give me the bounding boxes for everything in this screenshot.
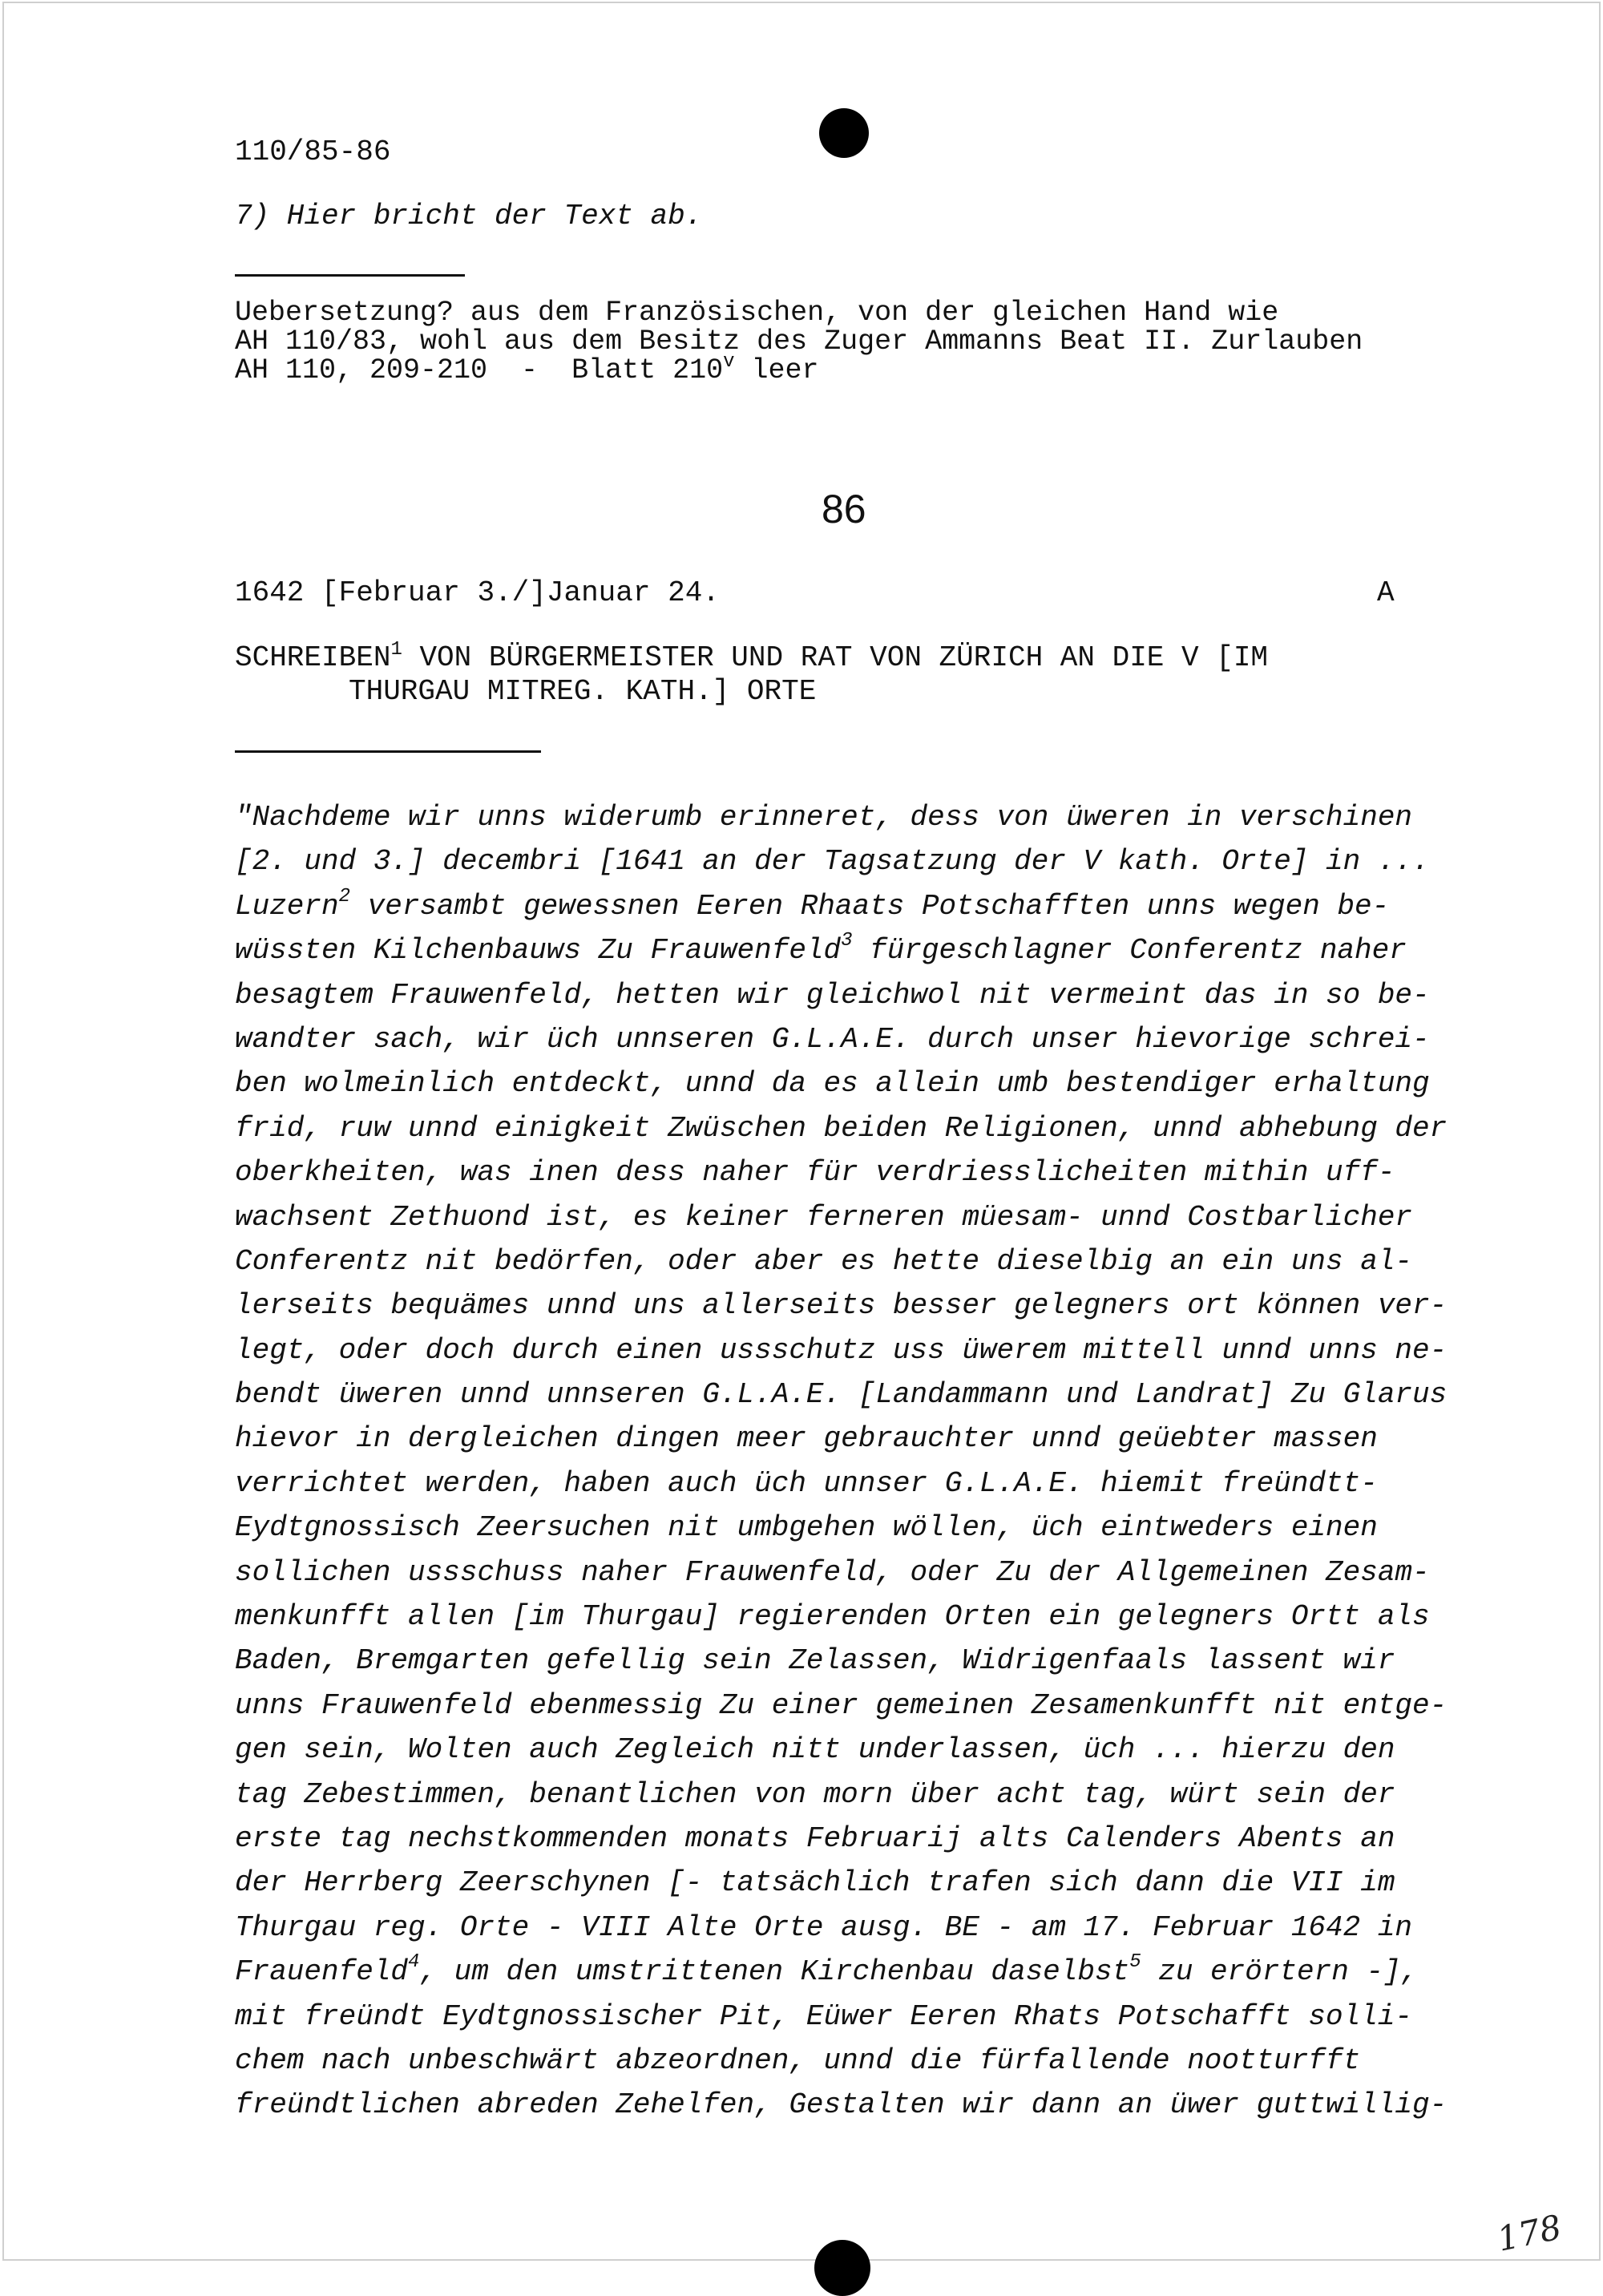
body-line [235,795,1485,839]
document-title-line-2: THURGAU MITREG. KATH.] ORTE [349,675,817,708]
footnote-separator [235,274,465,277]
body-line [235,1861,1485,1905]
letter-body [235,795,1485,2128]
body-line [235,973,1485,1017]
title-separator [235,750,541,753]
body-text-run: versambt gewessnen Eeren Rhaats Potschafften unns wegen be- [350,889,1390,923]
body-text-run: erste tag nechstkommenden monats Februarij alts Calenders Abents an [235,1821,1395,1855]
body-text-run: chem nach unbeschwärt abzeordnen, unnd die fürfallende nootturfft [235,2043,1361,2077]
body-text-run: wandter sach, wir üch unnseren G.L.A.E. durch unser hievorige schrei- [235,1022,1430,1056]
body-text-run: Thurgau reg. Orte - VIII Alte Orte ausg. BE - am 17. Februar 1642 in [235,1910,1413,1944]
body-text-run: ben wolmeinlich entdeckt, unnd da es allein umb bestendiger erhaltung [235,1067,1430,1101]
body-line [235,1372,1485,1417]
body-text-run: wachsent Zethuond ist, es keiner ferneren müesam- unnd Costbarlicher [235,1200,1413,1234]
body-text-run: Luzern [235,889,339,923]
body-text-run: Baden, Bremgarten gefellig sein Zelassen, Widrigenfaals lassent wir [235,1644,1395,1678]
body-line [235,1817,1485,1861]
body-text-run: hievor in dergleichen dingen meer gebrauchter unnd geüebter massen [235,1422,1378,1456]
body-text-run: frid, ruw unnd einigkeit Zwüschen beiden Religionen, unnd abhebung der [235,1111,1448,1145]
body-text-run: zu erörtern -], [1141,1955,1419,1989]
body-text-run: lerseits bequämes unnd uns allerseits besser gelegners ort können ver- [235,1289,1448,1323]
body-text-run: "Nachdeme wir unns widerumb erinneret, dess von üweren in verschinen [235,801,1413,834]
body-text-run: fürgeschlagner Conferentz naher [852,934,1407,968]
body-text-run: freündtlichen abreden Zehelfen, Gestalten wir dann an üwer guttwillig- [235,2088,1448,2122]
archive-reference: 110/85-86 [235,135,391,168]
body-text-run: Frauenfeld [235,1955,409,1989]
document-title-line-1: SCHREIBEN$^1$ VON BÜRGERMEISTER UND RAT VON ZÜRICH AN DIE V [IM [235,639,1269,674]
folio-number: 178 [1493,2207,1565,2259]
body-line [235,1195,1485,1239]
body-line [235,1684,1485,1728]
body-text-run: gen sein, Wolten auch Zegleich nitt underlassen, üch ... hierzu den [235,1733,1395,1767]
footnote-marker: 2 [338,885,351,907]
body-text-run: wüssten Kilchenbauws Zu Frauwenfeld [235,934,842,968]
body-text-run: tag Zebestimmen, benantlichen von morn über acht tag, würt sein der [235,1777,1395,1811]
body-text-run: legt, oder doch durch einen ussschutz uss üwerem mittell unnd unns ne- [235,1333,1448,1367]
document-marker: A [1377,576,1395,609]
body-line [235,1017,1485,1061]
body-text-run: mit freündt Eydtgnossischer Pit, Eüwer Eeren Rhats Potschafft solli- [235,1999,1413,2033]
body-text-run: besagtem Frauwenfeld, hetten wir gleichwol nit vermeint das in so be- [235,978,1430,1012]
footnote-marker: 5 [1129,1951,1141,1974]
body-line [235,1506,1485,1550]
body-line [235,1417,1485,1461]
document-number: 86 [822,487,866,532]
body-line [235,2083,1485,2127]
body-text-run: unns Frauwenfeld ebenmessig Zu einer gemeinen Zesamenkunfft nit entge- [235,1688,1448,1722]
body-text-run: , um den umstrittenen Kirchenbau daselbst [419,1955,1130,1989]
translation-note-line: AH 110/83, wohl aus dem Besitz des Zuger Ammanns Beat II. Zurlauben [235,325,1363,358]
body-line [235,1595,1485,1639]
body-text-run: der Herrberg Zeerschynen [- tatsächlich trafen sich dann die VII im [235,1866,1395,1900]
body-line [235,1106,1485,1150]
body-text-run: Eydtgnossisch Zeersuchen nit umbgehen wöllen, üch eintweders einen [235,1511,1378,1545]
body-text-run: oberkheiten, was inen dess naher für verdriesslicheiten mithin uff- [235,1156,1395,1190]
body-line [235,1906,1485,1950]
body-line [235,1061,1485,1106]
footnote-7: 7) Hier bricht der Text ab. [235,200,703,232]
body-line [235,1550,1485,1595]
body-text-run: [2. und 3.] decembri [1641 an der Tagsatzung der V kath. Orte] in ... [235,845,1430,879]
body-line [235,928,1485,972]
punch-hole [819,108,869,158]
body-line [235,839,1485,883]
body-line [235,2039,1485,2083]
body-line [235,1639,1485,1683]
body-text-run: menkunfft allen [im Thurgau] regierenden Orten ein gelegners Ortt als [235,1600,1430,1634]
footnote-marker: 3 [841,930,853,952]
body-text-run: Conferentz nit bedörfen, oder aber es hette dieselbig an ein uns al- [235,1244,1413,1278]
body-line [235,884,1485,928]
body-line [235,1328,1485,1372]
body-line [235,1239,1485,1283]
body-line [235,1728,1485,1772]
translation-note-line: AH 110, 209-210 - Blatt 210$^v$ leer [235,351,819,386]
document-date: 1642 [Februar 3./]Januar 24. [235,576,720,609]
body-line [235,1150,1485,1194]
body-line [235,1283,1485,1328]
body-line [235,1950,1485,1994]
body-line [235,1461,1485,1506]
body-text-run: bendt üweren unnd unnseren G.L.A.E. [Landammann und Landrat] Zu Glarus [235,1378,1448,1412]
body-line [235,1773,1485,1817]
body-text-run: verrichtet werden, haben auch üch unnser G.L.A.E. hiemit freündtt- [235,1466,1378,1500]
body-text-run: sollichen ussschuss naher Frauwenfeld, oder Zu der Allgemeinen Zesam- [235,1555,1430,1589]
translation-note-line: Uebersetzung? aus dem Französischen, von der gleichen Hand wie [235,297,1279,329]
footnote-marker: 4 [408,1951,420,1974]
body-line [235,1995,1485,2039]
punch-hole [814,2240,870,2296]
